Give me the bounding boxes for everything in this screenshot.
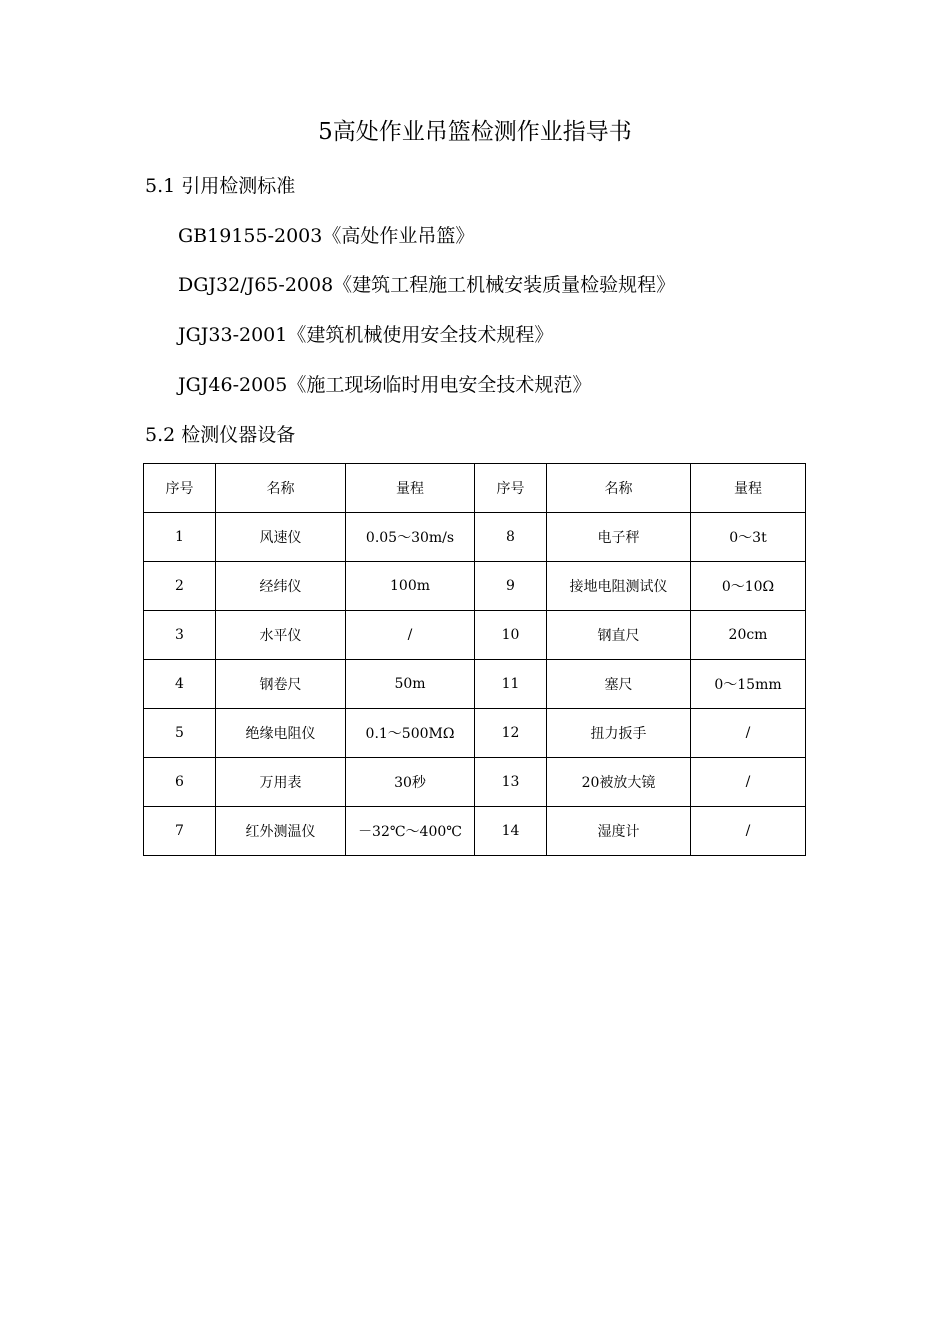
table-cell: 钢直尺 xyxy=(547,611,691,660)
header-index: 序号 xyxy=(475,464,547,513)
table-cell: 绝缘电阻仪 xyxy=(216,709,346,758)
header-range: 量程 xyxy=(691,464,806,513)
table-cell: 0～10Ω xyxy=(691,562,806,611)
section-heading-equipment: 5.2 检测仪器设备 xyxy=(145,424,296,446)
table-row xyxy=(144,660,806,709)
table-cell: 钢卷尺 xyxy=(216,660,346,709)
table-cell: 经纬仪 xyxy=(216,562,346,611)
table-row xyxy=(144,758,806,807)
table-cell: / xyxy=(346,611,475,660)
table-cell: 风速仪 xyxy=(216,513,346,562)
table-cell: －32℃～400℃ xyxy=(346,807,475,856)
header-range: 量程 xyxy=(346,464,475,513)
table-cell: 10 xyxy=(475,611,547,660)
standard-item: DGJ32/J65-2008《建筑工程施工机械安装质量检验规程》 xyxy=(178,274,676,296)
table-cell: 6 xyxy=(144,758,216,807)
table-row xyxy=(144,611,806,660)
table-cell: 14 xyxy=(475,807,547,856)
table-cell: 12 xyxy=(475,709,547,758)
table-cell: 100m xyxy=(346,562,475,611)
standard-item: GB19155-2003《高处作业吊篮》 xyxy=(178,225,475,247)
header-index: 序号 xyxy=(144,464,216,513)
table-cell: 0.1～500MΩ xyxy=(346,709,475,758)
table-cell: / xyxy=(691,709,806,758)
standard-item: JGJ46-2005《施工现场临时用电安全技术规范》 xyxy=(178,374,592,396)
table-cell: 塞尺 xyxy=(547,660,691,709)
header-name: 名称 xyxy=(547,464,691,513)
standard-item: JGJ33-2001《建筑机械使用安全技术规程》 xyxy=(178,324,554,346)
table-cell: 20被放大镜 xyxy=(547,758,691,807)
table-row xyxy=(144,709,806,758)
table-cell: 万用表 xyxy=(216,758,346,807)
table-cell: 11 xyxy=(475,660,547,709)
equipment-table xyxy=(143,463,806,856)
table-cell: / xyxy=(691,758,806,807)
table-cell: 4 xyxy=(144,660,216,709)
table-cell: 20cm xyxy=(691,611,806,660)
table-row xyxy=(144,807,806,856)
table-cell: 扭力扳手 xyxy=(547,709,691,758)
table-cell: 5 xyxy=(144,709,216,758)
table-cell: 0～3t xyxy=(691,513,806,562)
table-cell: 7 xyxy=(144,807,216,856)
table-cell: 1 xyxy=(144,513,216,562)
table-cell: 红外测温仪 xyxy=(216,807,346,856)
page-title: 5高处作业吊篮检测作业指导书 xyxy=(318,119,632,145)
table-cell: 2 xyxy=(144,562,216,611)
header-name: 名称 xyxy=(216,464,346,513)
table-row xyxy=(144,513,806,562)
table-cell: 8 xyxy=(475,513,547,562)
table-cell: 水平仪 xyxy=(216,611,346,660)
table-cell: 9 xyxy=(475,562,547,611)
table-cell: 0～15mm xyxy=(691,660,806,709)
table-cell: 30秒 xyxy=(346,758,475,807)
table-cell: 湿度计 xyxy=(547,807,691,856)
table-cell: 电子秤 xyxy=(547,513,691,562)
table-row xyxy=(144,562,806,611)
table-cell: 0.05～30m/s xyxy=(346,513,475,562)
section-heading-standards: 5.1 引用检测标准 xyxy=(145,175,296,197)
table-cell: 13 xyxy=(475,758,547,807)
table-cell: 接地电阻测试仪 xyxy=(547,562,691,611)
table-cell: 3 xyxy=(144,611,216,660)
table-cell: / xyxy=(691,807,806,856)
table-header-row xyxy=(144,464,806,513)
table-cell: 50m xyxy=(346,660,475,709)
